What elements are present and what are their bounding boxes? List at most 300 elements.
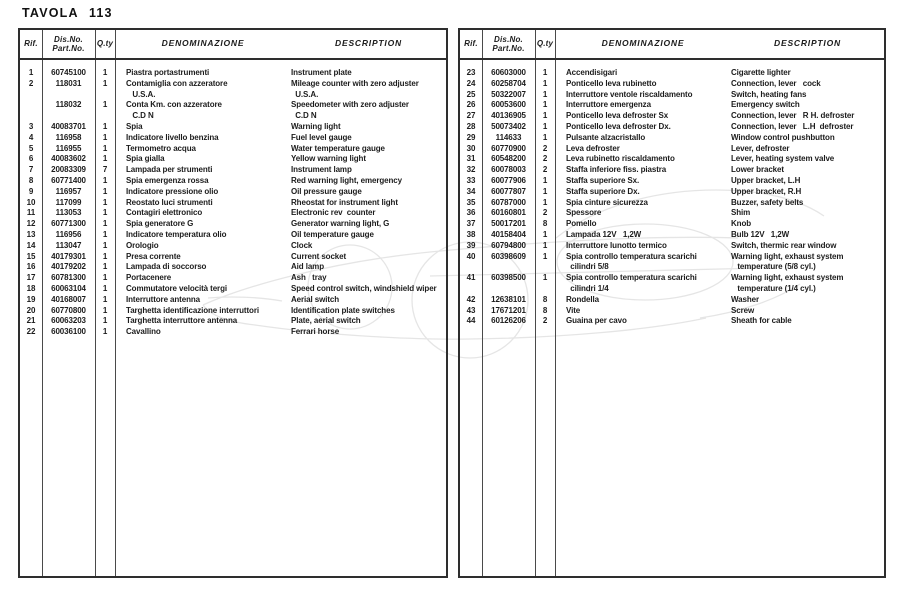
qty-cell: 1 <box>102 68 108 77</box>
description-cell: Identification plate switches <box>291 305 395 315</box>
description-cell: Red warning light, emergency <box>291 175 403 185</box>
rif-cell: 32 <box>466 165 476 175</box>
denominazione-cell: Indicatore livello benzina <box>126 132 219 142</box>
part-no-cell <box>42 111 95 122</box>
table-body <box>20 60 446 338</box>
rif-cell: 2 <box>28 78 34 88</box>
description-cell: Speed control switch, windshield wiper <box>291 283 437 293</box>
table-row <box>460 198 884 209</box>
rif-cell <box>20 100 42 111</box>
rif-cell: 18 <box>26 283 36 293</box>
denominazione-cell: Spia emergenza rossa <box>126 175 209 185</box>
part-no-cell: 117099 <box>55 197 82 207</box>
qty-cell: 1 <box>542 251 548 261</box>
description-cell: Aerial switch <box>291 294 340 304</box>
description-cell: Ferrari horse <box>291 327 340 337</box>
rif-cell: 22 <box>26 327 36 337</box>
table-row <box>460 316 884 327</box>
part-no-cell: 20083309 <box>51 165 86 175</box>
rif-cell: 30 <box>466 143 476 153</box>
qty-cell: 1 <box>102 154 108 164</box>
denominazione-cell: Spia generatore G <box>126 219 194 229</box>
table-row <box>460 122 884 133</box>
page-title: TAVOLA 113 <box>22 6 113 20</box>
parts-table-left <box>18 28 448 578</box>
description-cell: Washer <box>731 294 760 304</box>
part-no-cell: 60603000 <box>491 68 526 77</box>
rif-cell: 11 <box>26 208 36 218</box>
table-row <box>20 100 446 111</box>
rif-cell: 16 <box>26 262 36 272</box>
header-dis-no: Dis.No. Part.No. <box>52 34 85 53</box>
qty-cell: 2 <box>542 208 548 218</box>
qty-cell: 1 <box>102 262 108 272</box>
denominazione-cell: Orologio <box>126 240 159 250</box>
rif-cell: 7 <box>28 165 34 175</box>
part-no-cell: 116958 <box>55 132 82 142</box>
part-no-cell: 116957 <box>55 186 82 196</box>
qty-cell: 1 <box>102 273 108 283</box>
rif-cell: 17 <box>26 273 36 283</box>
table-row <box>20 230 446 241</box>
description-cell: Generator warning light, G <box>291 219 390 229</box>
table-row <box>460 111 884 122</box>
qty-cell: 1 <box>542 186 548 196</box>
qty-cell: 1 <box>102 143 108 153</box>
denominazione-cell: Spia controllo temperatura scarichi <box>566 273 697 283</box>
qty-cell: 1 <box>542 197 548 207</box>
description-cell: Switch, thermic rear window <box>731 240 837 250</box>
part-no-cell: 60036100 <box>51 327 86 337</box>
table-row <box>460 241 884 252</box>
description-cell: Cigarette lighter <box>731 68 791 77</box>
denominazione-cell: Staffa superiore Dx. <box>566 186 640 196</box>
qty-cell: 1 <box>542 121 548 131</box>
description-cell: Plate, aerial switch <box>291 316 361 326</box>
part-no-cell: 116956 <box>55 229 82 239</box>
qty-cell: 1 <box>102 327 108 337</box>
description-cell: C.D N <box>291 111 317 121</box>
qty-cell: 1 <box>102 219 108 229</box>
qty-cell: 2 <box>542 165 548 175</box>
parts-table-right <box>458 28 886 578</box>
part-no-cell: 60398609 <box>491 251 526 261</box>
table-row <box>460 295 884 306</box>
rif-cell <box>20 90 42 101</box>
table-row <box>20 111 446 122</box>
denominazione-cell: Spessore <box>566 208 602 218</box>
description-cell: Window control pushbutton <box>731 132 835 142</box>
part-no-cell: 116955 <box>55 143 82 153</box>
table-row <box>460 165 884 176</box>
denominazione-cell: Indicatore pressione olio <box>126 186 219 196</box>
part-no-cell: 60078003 <box>491 165 526 175</box>
denominazione-cell: Indicatore temperatura olio <box>126 229 227 239</box>
table-row <box>20 208 446 219</box>
header-rif: Rif. <box>464 39 478 49</box>
part-no-cell: 60398500 <box>491 273 526 283</box>
description-cell: Warning light <box>291 121 341 131</box>
part-no-cell: 60258704 <box>491 78 526 88</box>
qty-cell: 1 <box>542 68 548 77</box>
qty-cell <box>95 90 115 101</box>
table-row <box>20 68 446 79</box>
part-no-cell: 60063104 <box>51 283 86 293</box>
description-cell: Instrument plate <box>291 68 352 77</box>
part-no-cell: 114633 <box>495 132 522 142</box>
denominazione-cell: cilindri 5/8 <box>566 262 609 272</box>
table-row <box>20 241 446 252</box>
part-no-cell: 60077906 <box>491 175 526 185</box>
denominazione-cell: Spia cinture sicurezza <box>566 197 648 207</box>
denominazione-cell: Guaina per cavo <box>566 316 627 326</box>
description-cell: temperature (5/8 cyl.) <box>731 262 816 272</box>
part-no-cell: 50322007 <box>491 89 526 99</box>
table-row <box>20 198 446 209</box>
qty-cell: 1 <box>102 132 108 142</box>
part-no-cell <box>482 262 535 273</box>
part-no-cell: 60771400 <box>51 175 86 185</box>
description-cell: Speedometer with zero adjuster <box>291 100 409 110</box>
table-body <box>460 60 884 327</box>
description-cell: Warning light, exhaust system <box>731 273 844 283</box>
description-cell: Emergency switch <box>731 100 800 110</box>
rif-cell: 23 <box>466 68 476 77</box>
table-row <box>20 144 446 155</box>
denominazione-cell: Spia <box>126 121 143 131</box>
denominazione-cell: Ponticello leva defroster Sx <box>566 111 669 121</box>
qty-cell: 1 <box>102 208 108 218</box>
rif-cell: 31 <box>466 154 476 164</box>
description-cell: Upper bracket, R.H <box>731 186 802 196</box>
denominazione-cell: Portacenere <box>126 273 172 283</box>
denominazione-cell: Conta Km. con azzeratore <box>126 100 222 110</box>
rif-cell: 13 <box>26 229 36 239</box>
part-no-cell: 40158404 <box>491 229 526 239</box>
table-row <box>20 262 446 273</box>
table-row <box>20 79 446 90</box>
qty-cell: 8 <box>542 294 548 304</box>
qty-cell: 1 <box>102 283 108 293</box>
rif-cell: 8 <box>28 175 34 185</box>
description-cell: Shim <box>731 208 751 218</box>
denominazione-cell: Rondella <box>566 294 599 304</box>
description-cell: Lower bracket <box>731 165 784 175</box>
table-row <box>460 187 884 198</box>
rif-cell: 12 <box>26 219 36 229</box>
part-no-cell: 60053600 <box>491 100 526 110</box>
header-description: DESCRIPTION <box>335 38 402 49</box>
qty-cell: 1 <box>102 197 108 207</box>
rif-cell: 29 <box>466 132 476 142</box>
part-no-cell: 40179202 <box>51 262 86 272</box>
description-cell: Rheostat for instrument light <box>291 197 398 207</box>
description-cell: temperature (1/4 cyl.) <box>731 283 816 293</box>
table-row <box>460 219 884 230</box>
part-no-cell: 60548200 <box>491 154 526 164</box>
part-no-cell: 60787000 <box>491 197 526 207</box>
denominazione-cell: Lampada di soccorso <box>126 262 207 272</box>
part-no-cell: 50017201 <box>491 219 526 229</box>
table-row <box>20 252 446 263</box>
rif-cell: 36 <box>466 208 476 218</box>
table-row <box>460 252 884 263</box>
part-no-cell: 60771300 <box>51 219 86 229</box>
qty-cell: 1 <box>542 78 548 88</box>
denominazione-cell: Interruttore emergenza <box>566 100 651 110</box>
table-row <box>460 144 884 155</box>
denominazione-cell: Spia gialla <box>126 154 165 164</box>
description-cell: Oil pressure gauge <box>291 186 362 196</box>
denominazione-cell: U.S.A. <box>126 89 156 99</box>
table-row <box>20 284 446 295</box>
rif-cell: 44 <box>466 316 476 326</box>
qty-cell: 2 <box>542 316 548 326</box>
table-row <box>20 316 446 327</box>
rif-cell: 43 <box>466 305 476 315</box>
table-header <box>20 30 446 60</box>
qty-cell: 1 <box>102 305 108 315</box>
qty-cell: 1 <box>102 294 108 304</box>
qty-cell: 1 <box>102 251 108 261</box>
rif-cell: 33 <box>466 175 476 185</box>
description-cell: Screw <box>731 305 755 315</box>
header-rif: Rif. <box>24 39 38 49</box>
table-row <box>20 122 446 133</box>
description-cell: Lever, defroster <box>731 143 790 153</box>
header-denominazione: DENOMINAZIONE <box>161 38 245 49</box>
denominazione-cell: cilindri 1/4 <box>566 283 609 293</box>
qty-cell: 7 <box>102 165 108 175</box>
table-row <box>460 154 884 165</box>
denominazione-cell: Lampada 12V 1,2W <box>566 229 642 239</box>
qty-cell: 1 <box>102 100 108 110</box>
table-row <box>460 133 884 144</box>
part-no-cell: 113047 <box>55 240 82 250</box>
qty-cell: 1 <box>542 89 548 99</box>
part-no-cell: 60781300 <box>51 273 86 283</box>
description-cell: Mileage counter with zero adjuster <box>291 78 419 88</box>
denominazione-cell: Piastra portastrumenti <box>126 68 210 77</box>
rif-cell: 3 <box>28 121 34 131</box>
description-cell: Yellow warning light <box>291 154 366 164</box>
description-cell: Buzzer, safety belts <box>731 197 804 207</box>
denominazione-cell: Staffa superiore Sx. <box>566 175 640 185</box>
qty-cell: 2 <box>542 143 548 153</box>
table-row <box>460 68 884 79</box>
rif-cell: 24 <box>466 78 476 88</box>
part-no-cell <box>482 284 535 295</box>
denominazione-cell: Termometro acqua <box>126 143 196 153</box>
part-no-cell: 60063203 <box>51 316 86 326</box>
denominazione-cell: Vite <box>566 305 581 315</box>
denominazione-cell: Spia controllo temperatura scarichi <box>566 251 697 261</box>
rif-cell: 1 <box>28 68 34 77</box>
description-cell: Connection, lever cock <box>731 78 821 88</box>
qty-cell: 1 <box>102 186 108 196</box>
description-cell: Clock <box>291 240 313 250</box>
rif-cell: 20 <box>26 305 36 315</box>
part-no-cell: 40083602 <box>51 154 86 164</box>
table-row <box>20 327 446 338</box>
description-cell: Water temperature gauge <box>291 143 385 153</box>
table-row <box>20 154 446 165</box>
rif-cell: 4 <box>28 132 34 142</box>
denominazione-cell: Accendisigari <box>566 68 618 77</box>
denominazione-cell: Ponticello leva defroster Dx. <box>566 121 671 131</box>
part-no-cell: 12638101 <box>491 294 526 304</box>
rif-cell: 27 <box>466 111 476 121</box>
description-cell: Bulb 12V 1,2W <box>731 229 790 239</box>
description-cell: Oil temperature gauge <box>291 229 374 239</box>
part-no-cell: 60745100 <box>51 68 86 77</box>
table-row <box>20 306 446 317</box>
qty-cell: 8 <box>542 219 548 229</box>
qty-cell <box>535 262 555 273</box>
description-cell: Warning light, exhaust system <box>731 251 844 261</box>
rif-cell <box>460 262 482 273</box>
qty-cell: 1 <box>542 100 548 110</box>
table-row <box>20 133 446 144</box>
part-no-cell <box>42 90 95 101</box>
part-no-cell: 17671201 <box>491 305 526 315</box>
denominazione-cell: Reostato luci strumenti <box>126 197 213 207</box>
qty-cell <box>95 111 115 122</box>
table-row <box>460 262 884 273</box>
denominazione-cell: Contagiri elettronico <box>126 208 203 218</box>
qty-cell: 1 <box>542 240 548 250</box>
qty-cell: 2 <box>542 154 548 164</box>
qty-cell: 1 <box>102 229 108 239</box>
qty-cell: 1 <box>542 273 548 283</box>
part-no-cell: 60770900 <box>491 143 526 153</box>
qty-cell: 1 <box>542 229 548 239</box>
rif-cell: 28 <box>466 121 476 131</box>
table-row <box>20 165 446 176</box>
part-no-cell: 60770800 <box>51 305 86 315</box>
rif-cell: 19 <box>26 294 36 304</box>
qty-cell: 8 <box>542 305 548 315</box>
rif-cell: 42 <box>466 294 476 304</box>
table-row <box>20 176 446 187</box>
denominazione-cell: Ponticello leva rubinetto <box>566 78 657 88</box>
table-row <box>20 90 446 101</box>
rif-cell: 5 <box>28 143 34 153</box>
denominazione-cell: Targhetta identificazione interruttori <box>126 305 259 315</box>
rif-cell: 40 <box>466 251 476 261</box>
header-qty: Q.ty <box>96 39 114 49</box>
table-row <box>460 100 884 111</box>
header-description: DESCRIPTION <box>774 38 841 49</box>
table-row <box>460 284 884 295</box>
denominazione-cell: C.D N <box>126 111 154 121</box>
denominazione-cell: Pulsante alzacristallo <box>566 132 646 142</box>
rif-cell: 38 <box>466 229 476 239</box>
table-row <box>460 90 884 101</box>
part-no-cell: 118031 <box>55 78 82 88</box>
table-row <box>20 219 446 230</box>
qty-cell: 1 <box>542 111 548 121</box>
denominazione-cell: Lampada per strumenti <box>126 165 213 175</box>
table-header <box>460 30 884 60</box>
part-no-cell: 60126206 <box>491 316 526 326</box>
denominazione-cell: Pomello <box>566 219 597 229</box>
rif-cell: 39 <box>466 240 476 250</box>
denominazione-cell: Leva defroster <box>566 143 620 153</box>
description-cell: Connection, lever L.H defroster <box>731 121 854 131</box>
part-no-cell: 60794800 <box>491 240 526 250</box>
description-cell: Electronic rev counter <box>291 208 376 218</box>
rif-cell: 15 <box>26 251 36 261</box>
table-row <box>460 306 884 317</box>
description-cell: Switch, heating fans <box>731 89 807 99</box>
qty-cell: 1 <box>102 240 108 250</box>
rif-cell: 34 <box>466 186 476 196</box>
denominazione-cell: Interruttore ventole riscaldamento <box>566 89 693 99</box>
description-cell: Sheath for cable <box>731 316 792 326</box>
rif-cell <box>20 111 42 122</box>
denominazione-cell: Contamiglia con azzeratore <box>126 78 228 88</box>
qty-cell: 1 <box>542 132 548 142</box>
qty-cell: 1 <box>102 316 108 326</box>
denominazione-cell: Staffa inferiore fiss. piastra <box>566 165 667 175</box>
part-no-cell: 118032 <box>55 100 82 110</box>
table-row <box>460 176 884 187</box>
rif-cell: 14 <box>26 240 36 250</box>
description-cell: Ash tray <box>291 273 327 283</box>
part-no-cell: 40136905 <box>491 111 526 121</box>
part-no-cell: 60077807 <box>491 186 526 196</box>
rif-cell: 10 <box>26 197 36 207</box>
qty-cell: 1 <box>102 121 108 131</box>
header-qty: Q.ty <box>536 39 554 49</box>
rif-cell: 26 <box>466 100 476 110</box>
rif-cell: 35 <box>466 197 476 207</box>
table-row <box>20 187 446 198</box>
denominazione-cell: Interruttore lunotto termico <box>566 240 667 250</box>
part-no-cell: 60160801 <box>491 208 526 218</box>
description-cell: Upper bracket, L.H <box>731 175 801 185</box>
rif-cell <box>460 284 482 295</box>
qty-cell: 1 <box>102 78 108 88</box>
rif-cell: 41 <box>466 273 476 283</box>
part-no-cell: 50073402 <box>491 121 526 131</box>
rif-cell: 25 <box>466 89 476 99</box>
denominazione-cell: Leva rubinetto riscaldamento <box>566 154 675 164</box>
rif-cell: 37 <box>466 219 476 229</box>
part-no-cell: 40168007 <box>51 294 86 304</box>
denominazione-cell: Commutatore velocità tergi <box>126 283 227 293</box>
header-denominazione: DENOMINAZIONE <box>601 38 685 49</box>
description-cell: Connection, lever R H. defroster <box>731 111 855 121</box>
description-cell: Knob <box>731 219 752 229</box>
part-no-cell: 113053 <box>55 208 82 218</box>
denominazione-cell: Presa corrente <box>126 251 181 261</box>
part-no-cell: 40083701 <box>51 121 86 131</box>
table-row <box>460 79 884 90</box>
table-row <box>20 295 446 306</box>
description-cell: U.S.A. <box>291 89 319 99</box>
description-cell: Current socket <box>291 251 347 261</box>
rif-cell: 6 <box>28 154 34 164</box>
qty-cell: 1 <box>542 175 548 185</box>
table-row <box>20 273 446 284</box>
denominazione-cell: Interruttore antenna <box>126 294 201 304</box>
description-cell: Lever, heating system valve <box>731 154 835 164</box>
qty-cell: 1 <box>102 175 108 185</box>
denominazione-cell: Targhetta interruttore antenna <box>126 316 238 326</box>
part-no-cell: 40179301 <box>51 251 86 261</box>
